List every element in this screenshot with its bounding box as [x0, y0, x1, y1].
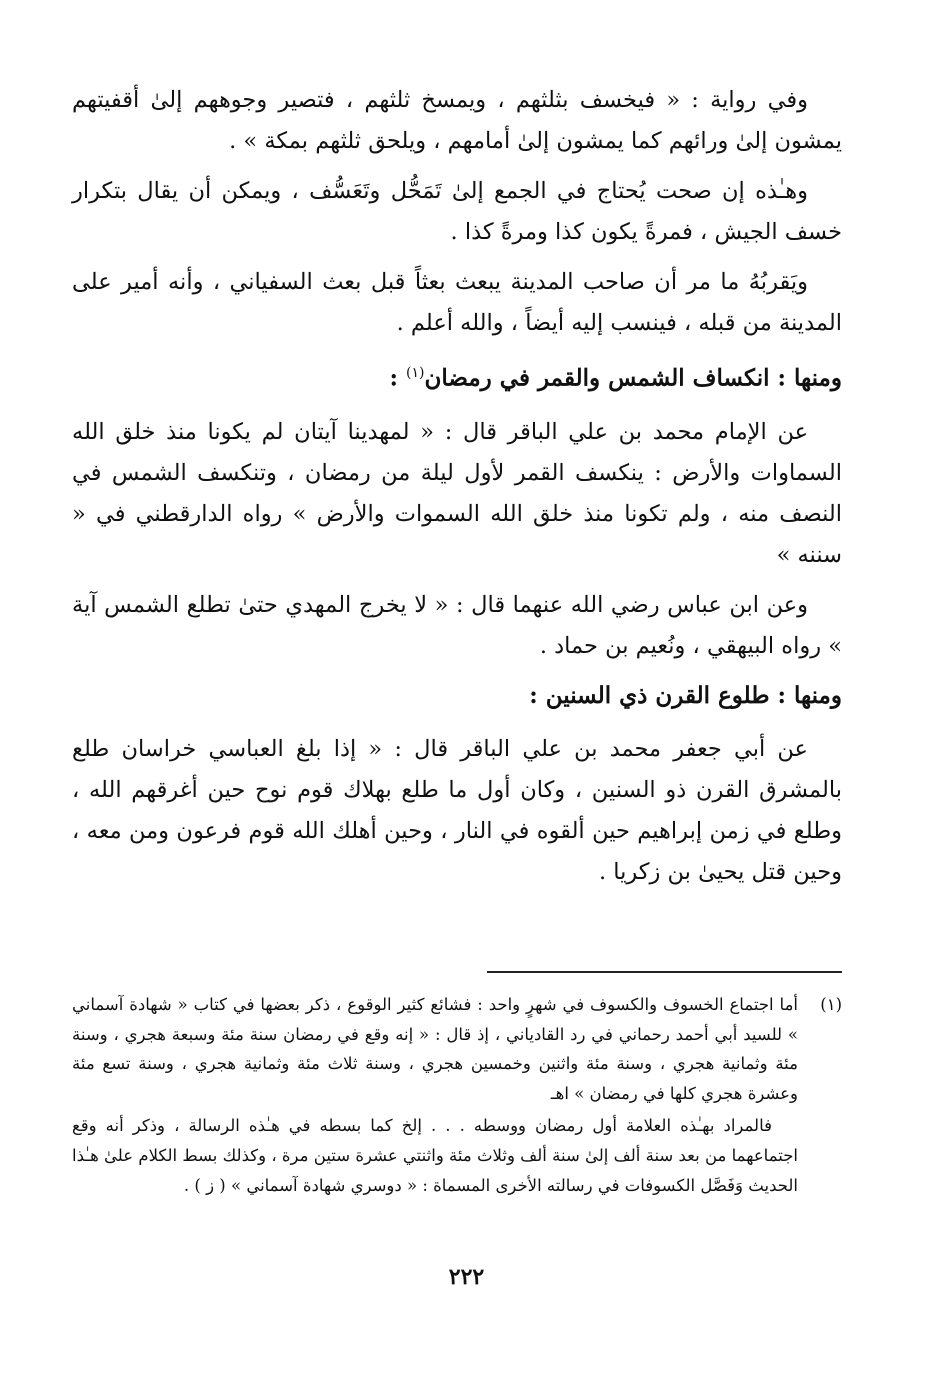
page-number: ٢٢٢ — [448, 1264, 485, 1290]
main-text — [72, 80, 842, 902]
footnote-item — [72, 990, 842, 1200]
footnote-number: (١) — [820, 995, 842, 1014]
paragraph-narration-variant: وفي رواية : « فيخسف بثلثهم ، ويمسخ ثلثهم ، فتصير وجوههم إلىٰ أقفيتهم يمشون إلىٰ ورائهم كما يمشون إلىٰ أمامهم ، ويلحق ثلثهم بمكة » . — [72, 87, 842, 154]
footnote-body — [72, 990, 798, 1200]
paragraph-baqir-hadith: عن الإمام محمد بن علي الباقر قال : « لمهدينا آيتان لم يكونا منذ خلق الله السماوات والأرض : ينكسف القمر لأول ليلة من رمضان ، وتنكسف الشمس في النصف منه ، ولم تكونا منذ خلق الله السموات والأرض » رواه الدارقطني في « سننه » — [72, 418, 842, 568]
paragraph-abu-jafar: عن أبي جعفر محمد بن علي الباقر قال : « إذا بلغ العباسي خراسان طلع بالمشرق القرن ذو السنين ، وكان أول ما طلع بهلاك قوم نوح حين أغرقهم الله ، وطلع في زمن إبراهيم حين ألقوه في النار ، وحين أهلك الله قوم فرعون ومن معه ، وحين قتل يحيىٰ بن زكريا . — [72, 735, 842, 885]
section-heading-horn: ومنها : طلوع القرن ذي السنين : — [529, 681, 842, 709]
paragraph-reconciliation: وهـٰذه إن صحت يُحتاج في الجمع إلىٰ تَمَحُّل وتَعَسُّف ، ويمكن أن يقال بتكرار خسف الجيش ، فمرةً يكون كذا ومرةً كذا . — [72, 178, 842, 245]
footnote-reference[interactable]: (١) — [406, 365, 425, 381]
heading-eclipse-suffix: : — [389, 364, 407, 392]
heading-eclipse-text: ومنها : انكساف الشمس والقمر في رمضان — [424, 364, 842, 392]
section-heading-eclipse — [72, 353, 842, 399]
paragraph-ibn-abbas: وعن ابن عباس رضي الله عنهما قال : « لا يخرج المهدي حتىٰ تطلع الشمس آية » رواه البيهقي ، ونُعيم بن حماد . — [72, 591, 842, 659]
paragraph-sufyani: ويَقربُهُ ما مر أن صاحب المدينة يبعث بعثاً قبل بعث السفياني ، وأنه أمير على المدينة من قبله ، فينسب إليه أيضاً ، والله أعلم . — [72, 269, 842, 336]
footnote-text-first: أما اجتماع الخسوف والكسوف في شهرٍ واحد : فشائع كثير الوقوع ، ذكر بعضها في كتاب « شهادة آسماني » للسيد أبي أحمد رحماني في رد القادياني ، إذ قال : « إنه وقع في رمضان سنة مئة وسبعة هجري ، وسنة مئة وثمانية هجري ، وسنة مئة واثنين وخمسين هجري ، وسنة ثلاث مئة وثمانية هجري ، وسنة تسع مئة وعشرة هجري كلها في رمضان » اهـ — [72, 995, 798, 1103]
footnotes — [72, 990, 842, 1200]
footnote-text-second: فالمراد بهـٰذه العلامة أول رمضان ووسطه . . . إلخ كما بسطه في هـٰذه الرسالة ، وذكر أنه وقع اجتماعهما من بعد سنة ألف إلىٰ سنة ألف وثلاث مئة واثنتي عشرة ستين مرة ، وكذلك بسط الكلام علىٰ هـٰذا الحديث وَفَصَّل الكسوفات في رسالته الأخرى المسماة : « دوسري شهادة آسماني » ( ز ) . — [72, 1116, 798, 1195]
footnote-separator — [487, 971, 842, 973]
